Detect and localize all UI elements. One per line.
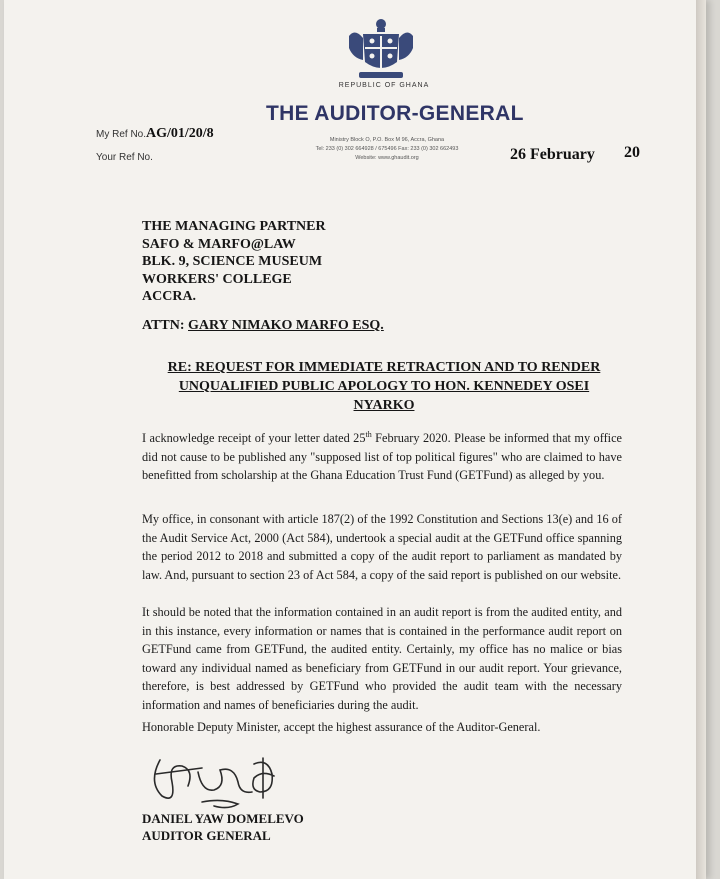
letterhead-title: THE AUDITOR-GENERAL xyxy=(266,102,524,125)
letter-page xyxy=(4,0,706,879)
page-edge-shadow xyxy=(696,0,706,879)
letterhead-republic: REPUBLIC OF GHANA xyxy=(338,82,430,89)
addressee-line: ACCRA. xyxy=(142,289,197,304)
my-ref xyxy=(96,126,214,142)
addressee-block xyxy=(142,218,326,306)
contact-address: Ministry Block O, P.O. Box M 96, Accra, Ghana xyxy=(329,137,445,143)
signatory-block xyxy=(142,810,304,844)
attn-name: GARY NIMAKO MARFO ESQ. xyxy=(188,318,384,333)
addressee-line: THE MANAGING PARTNER xyxy=(142,219,326,234)
body-paragraph-3: It should be noted that the information contained in an audit report is from the audited entity, and in this instance, every information or names that is contained in the performance audit report on GETFund came from GETFund, the audited entity. Certainly, my office has no malice or bias toward any individual named as beneficiary from GETFund in our audit report. Your grievance, therefore, is best addressed by GETFund who provided the audit team with the necessary information and names of beneficiaries during the audit. xyxy=(142,605,622,712)
addressee-line: SAFO & MARFO@LAW xyxy=(142,236,296,252)
letter-date: 26 February xyxy=(510,146,595,163)
your-ref-label: Your Ref No. xyxy=(96,152,153,163)
body-paragraph-1 xyxy=(142,426,622,485)
body-paragraph-2: My office, in consonant with article 187(2) of the 1992 Constitution and Sections 13(e) and 16 of the Audit Service Act, 2000 (Act 584), undertook a special audit at the GETFund office spanning the period 2012 to 2018 and submitted a copy of the audit report to parliament as mandated by law. And, pursuant to section 23 of Act 584, a copy of the said report is published on our website. xyxy=(142,512,622,582)
subject-line: UNQUALIFIED PUBLIC APOLOGY TO HON. KENNEDEY OSEI NYARKO xyxy=(178,379,590,413)
p1-text-start: I acknowledge receipt of your letter dated 25 xyxy=(142,431,366,446)
attn-label: ATTN: xyxy=(142,318,189,333)
my-ref-value: AG/01/20/8 xyxy=(146,126,214,141)
contact-block xyxy=(272,136,502,163)
addressee-line: WORKERS' COLLEGE xyxy=(142,271,292,287)
p1-superscript: th xyxy=(365,430,372,439)
subject-heading xyxy=(154,358,614,415)
contact-phone-fax: Tel: 233 (0) 302 664928 / 675496 Fax: 233 (0) 302 662493 xyxy=(315,146,459,152)
letter-year: 20 xyxy=(624,144,640,161)
subject-line: RE: REQUEST FOR IMMEDIATE RETRACTION AND TO RENDER xyxy=(167,360,601,375)
handwritten-signature xyxy=(142,752,312,812)
contact-website: Website: www.ghaudit.org xyxy=(355,155,419,161)
closing-line: Honorable Deputy Minister, accept the highest assurance of the Auditor-General. xyxy=(142,720,541,734)
signatory-name: DANIEL YAW DOMELEVO xyxy=(142,811,304,826)
ghana-coat-of-arms-icon xyxy=(341,14,421,84)
signatory-title: AUDITOR GENERAL xyxy=(142,828,271,843)
my-ref-label: My Ref No. xyxy=(96,129,147,140)
addressee-line: BLK. 9, SCIENCE MUSEUM xyxy=(142,254,323,269)
attention-line xyxy=(142,318,384,334)
p1-text-end: February 2020. Please be informed that my office did not cause to be published any "supposed list of top political figures" who are claimed to have benefitted from scholarship at the Ghana Education Trust Fund (GETFund) as alleged by you. xyxy=(142,431,623,483)
